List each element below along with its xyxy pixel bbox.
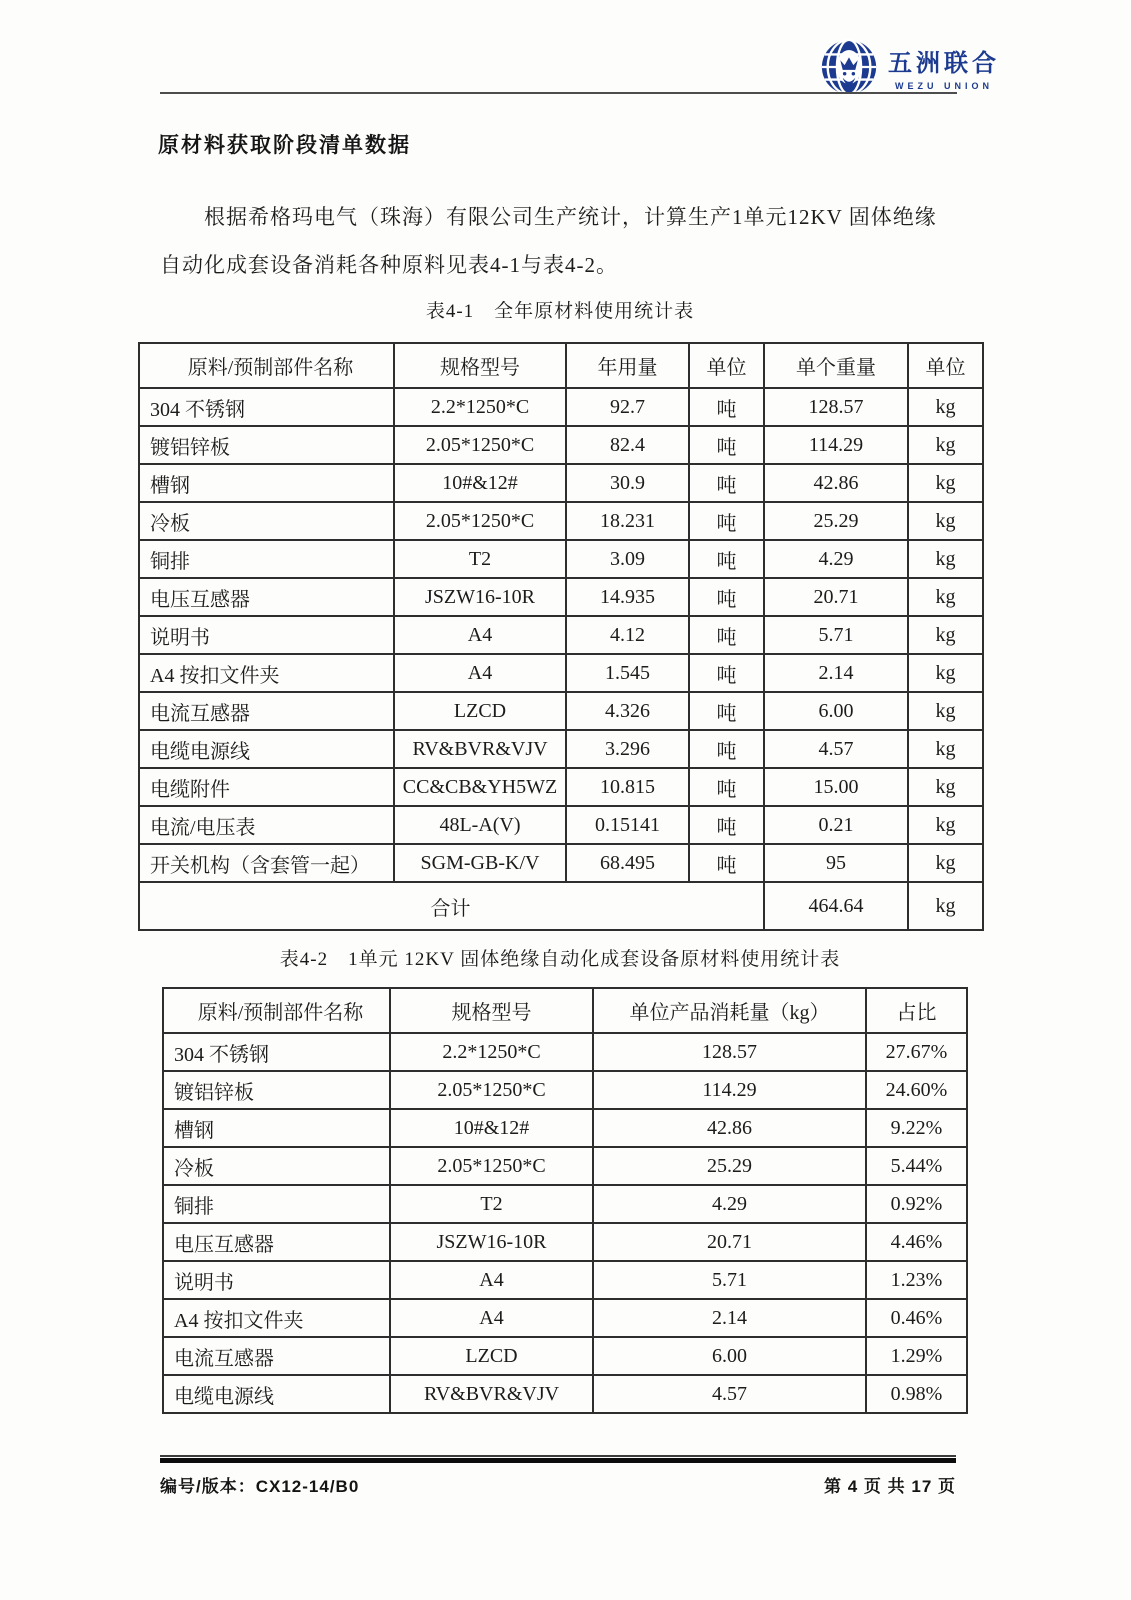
table-cell: 1.545 <box>566 654 689 692</box>
column-header: 单位 <box>908 343 983 388</box>
table-cell: kg <box>908 464 983 502</box>
table-row <box>139 464 983 502</box>
table-cell: 2.2*1250*C <box>390 1033 593 1071</box>
table-cell: 4.326 <box>566 692 689 730</box>
table-cell: 2.05*1250*C <box>394 502 566 540</box>
table-cell: A4 按扣文件夹 <box>139 654 394 692</box>
table-cell: 0.98% <box>866 1375 967 1413</box>
globe-lion-logo-icon <box>818 34 880 100</box>
table1-caption: 表4-1 全年原材料使用统计表 <box>425 301 695 322</box>
table-row <box>163 1223 967 1261</box>
table-cell: A4 <box>390 1261 593 1299</box>
table-cell: 吨 <box>689 730 764 768</box>
table-total-row <box>139 882 983 930</box>
table-cell: JSZW16-10R <box>390 1223 593 1261</box>
table-row <box>163 1185 967 1223</box>
table-row <box>163 1261 967 1299</box>
table-row <box>139 730 983 768</box>
table-cell: kg <box>908 388 983 426</box>
table-cell: 304 不锈钢 <box>163 1033 390 1071</box>
table-cell: 冷板 <box>163 1147 390 1185</box>
table-cell: 吨 <box>689 806 764 844</box>
table-header-row <box>139 343 983 388</box>
column-header: 原料/预制部件名称 <box>139 343 394 388</box>
table-cell: 吨 <box>689 578 764 616</box>
table-header-row <box>163 988 967 1033</box>
column-header: 规格型号 <box>394 343 566 388</box>
table-row <box>139 578 983 616</box>
table-cell: 18.231 <box>566 502 689 540</box>
table-cell: 吨 <box>689 768 764 806</box>
column-header: 单位产品消耗量（kg） <box>593 988 866 1033</box>
table-cell: 4.29 <box>593 1185 866 1223</box>
logo-subtitle: WEZU UNION <box>895 81 993 91</box>
table-cell: 114.29 <box>593 1071 866 1109</box>
table-cell: kg <box>908 578 983 616</box>
table-cell: 5.71 <box>593 1261 866 1299</box>
table-cell: A4 <box>390 1299 593 1337</box>
table-cell: 4.12 <box>566 616 689 654</box>
page-footer <box>160 1455 956 1497</box>
table-cell: 42.86 <box>764 464 908 502</box>
table-row <box>163 1337 967 1375</box>
column-header: 占比 <box>866 988 967 1033</box>
table-cell: kg <box>908 616 983 654</box>
table-cell: 电缆电源线 <box>139 730 394 768</box>
table-cell: 0.15141 <box>566 806 689 844</box>
table-cell: CC&CB&YH5WZ <box>394 768 566 806</box>
table-cell: 0.46% <box>866 1299 967 1337</box>
table-row <box>163 1147 967 1185</box>
table-cell: 3.296 <box>566 730 689 768</box>
table-cell: 吨 <box>689 654 764 692</box>
column-header: 原料/预制部件名称 <box>163 988 390 1033</box>
table-cell: 68.495 <box>566 844 689 882</box>
table-cell: 2.14 <box>593 1299 866 1337</box>
header-divider <box>160 92 957 94</box>
table-cell: 128.57 <box>593 1033 866 1071</box>
table-cell: 42.86 <box>593 1109 866 1147</box>
table-cell: 0.21 <box>764 806 908 844</box>
table-cell: 48L-A(V) <box>394 806 566 844</box>
table-row <box>139 502 983 540</box>
table-cell: 电流互感器 <box>163 1337 390 1375</box>
column-header: 单位 <box>689 343 764 388</box>
table-cell: 2.2*1250*C <box>394 388 566 426</box>
table-cell: 128.57 <box>764 388 908 426</box>
table-cell: 吨 <box>689 464 764 502</box>
table-cell: 吨 <box>689 844 764 882</box>
table-cell: SGM-GB-K/V <box>394 844 566 882</box>
section-heading: 原材料获取阶段清单数据 <box>158 134 411 157</box>
table-cell: 25.29 <box>764 502 908 540</box>
table-cell: 15.00 <box>764 768 908 806</box>
table-cell: A4 按扣文件夹 <box>163 1299 390 1337</box>
table-row <box>139 844 983 882</box>
table-cell: 27.67% <box>866 1033 967 1071</box>
table-row <box>163 1299 967 1337</box>
table-cell: 铜排 <box>139 540 394 578</box>
table-cell: 6.00 <box>593 1337 866 1375</box>
table-cell: 电压互感器 <box>139 578 394 616</box>
table-row <box>139 692 983 730</box>
table-cell: 5.71 <box>764 616 908 654</box>
table-cell: kg <box>908 806 983 844</box>
table-cell: A4 <box>394 616 566 654</box>
table-row <box>139 768 983 806</box>
footer-divider <box>160 1455 956 1463</box>
table-cell: 冷板 <box>139 502 394 540</box>
table-cell: 3.09 <box>566 540 689 578</box>
table-cell: 吨 <box>689 502 764 540</box>
table-cell: 20.71 <box>593 1223 866 1261</box>
table-cell: 电流互感器 <box>139 692 394 730</box>
table-cell: kg <box>908 768 983 806</box>
table-cell: 吨 <box>689 692 764 730</box>
company-logo <box>818 34 1000 100</box>
table-cell: LZCD <box>390 1337 593 1375</box>
table-cell: RV&BVR&VJV <box>394 730 566 768</box>
table-cell: T2 <box>390 1185 593 1223</box>
table-cell: 2.05*1250*C <box>390 1071 593 1109</box>
table-cell: 槽钢 <box>163 1109 390 1147</box>
table-cell: 5.44% <box>866 1147 967 1185</box>
table-cell: 槽钢 <box>139 464 394 502</box>
table-cell: kg <box>908 844 983 882</box>
table-cell: kg <box>908 730 983 768</box>
table-cell: 4.57 <box>764 730 908 768</box>
body-paragraph-line: 根据希格玛电气（珠海）有限公司生产统计，计算生产1单元12KV 固体绝缘 <box>204 205 937 229</box>
table-cell: 92.7 <box>566 388 689 426</box>
column-header: 年用量 <box>566 343 689 388</box>
table-cell: kg <box>908 692 983 730</box>
table-cell: 吨 <box>689 388 764 426</box>
table-cell: 2.14 <box>764 654 908 692</box>
table-row <box>163 1071 967 1109</box>
table-cell: 吨 <box>689 426 764 464</box>
table-cell: A4 <box>394 654 566 692</box>
table-cell: 82.4 <box>566 426 689 464</box>
table-cell: kg <box>908 654 983 692</box>
table-annual-raw-material-usage <box>138 342 984 931</box>
table-cell: 吨 <box>689 616 764 654</box>
table-cell: 1.29% <box>866 1337 967 1375</box>
page-indicator: 第 4 页 共 17 页 <box>824 1477 956 1496</box>
table-cell: 14.935 <box>566 578 689 616</box>
table-row <box>139 540 983 578</box>
table-row <box>163 1109 967 1147</box>
table-cell: 114.29 <box>764 426 908 464</box>
table-cell: JSZW16-10R <box>394 578 566 616</box>
table-cell: 25.29 <box>593 1147 866 1185</box>
table-cell: 说明书 <box>163 1261 390 1299</box>
table-cell: 304 不锈钢 <box>139 388 394 426</box>
total-label-cell: 合计 <box>139 882 764 930</box>
table-cell: 24.60% <box>866 1071 967 1109</box>
table-cell: LZCD <box>394 692 566 730</box>
table-cell: 6.00 <box>764 692 908 730</box>
table-row <box>139 616 983 654</box>
table-cell: 镀铝锌板 <box>163 1071 390 1109</box>
table-row <box>139 388 983 426</box>
table-cell: 吨 <box>689 540 764 578</box>
column-header: 规格型号 <box>390 988 593 1033</box>
table2-caption: 表4-2 1单元 12KV 固体绝缘自动化成套设备原材料使用统计表 <box>279 949 841 970</box>
table-cell: kg <box>908 426 983 464</box>
table-cell: T2 <box>394 540 566 578</box>
table-row <box>163 1375 967 1413</box>
table-cell: 铜排 <box>163 1185 390 1223</box>
total-value-cell: 464.64 <box>764 882 908 930</box>
table-cell: 4.57 <box>593 1375 866 1413</box>
table-cell: 镀铝锌板 <box>139 426 394 464</box>
table-per-unit-consumption <box>162 987 968 1414</box>
table-row <box>139 806 983 844</box>
table-cell: kg <box>908 502 983 540</box>
table-cell: 10.815 <box>566 768 689 806</box>
table-cell: 0.92% <box>866 1185 967 1223</box>
table-cell: 20.71 <box>764 578 908 616</box>
table-cell: RV&BVR&VJV <box>390 1375 593 1413</box>
table-cell: 电缆电源线 <box>163 1375 390 1413</box>
body-paragraph-line: 自动化成套设备消耗各种原料见表4-1与表4-2。 <box>160 253 618 277</box>
column-header: 单个重量 <box>764 343 908 388</box>
table-cell: 电压互感器 <box>163 1223 390 1261</box>
table-cell: 95 <box>764 844 908 882</box>
table-row <box>139 426 983 464</box>
table-cell: kg <box>908 540 983 578</box>
table-cell: 说明书 <box>139 616 394 654</box>
table-cell: 1.23% <box>866 1261 967 1299</box>
total-unit-cell: kg <box>908 882 983 930</box>
table-cell: 开关机构（含套管一起） <box>139 844 394 882</box>
table-row <box>139 654 983 692</box>
logo-title: 五洲联合 <box>888 50 1000 77</box>
table-cell: 4.29 <box>764 540 908 578</box>
table-cell: 9.22% <box>866 1109 967 1147</box>
table-cell: 2.05*1250*C <box>390 1147 593 1185</box>
table-cell: 2.05*1250*C <box>394 426 566 464</box>
table-row <box>163 1033 967 1071</box>
table-cell: 电缆附件 <box>139 768 394 806</box>
table-cell: 10#&12# <box>390 1109 593 1147</box>
table-cell: 30.9 <box>566 464 689 502</box>
table-cell: 电流/电压表 <box>139 806 394 844</box>
table-cell: 10#&12# <box>394 464 566 502</box>
doc-number: 编号/版本：CX12-14/B0 <box>160 1477 360 1496</box>
table-cell: 4.46% <box>866 1223 967 1261</box>
